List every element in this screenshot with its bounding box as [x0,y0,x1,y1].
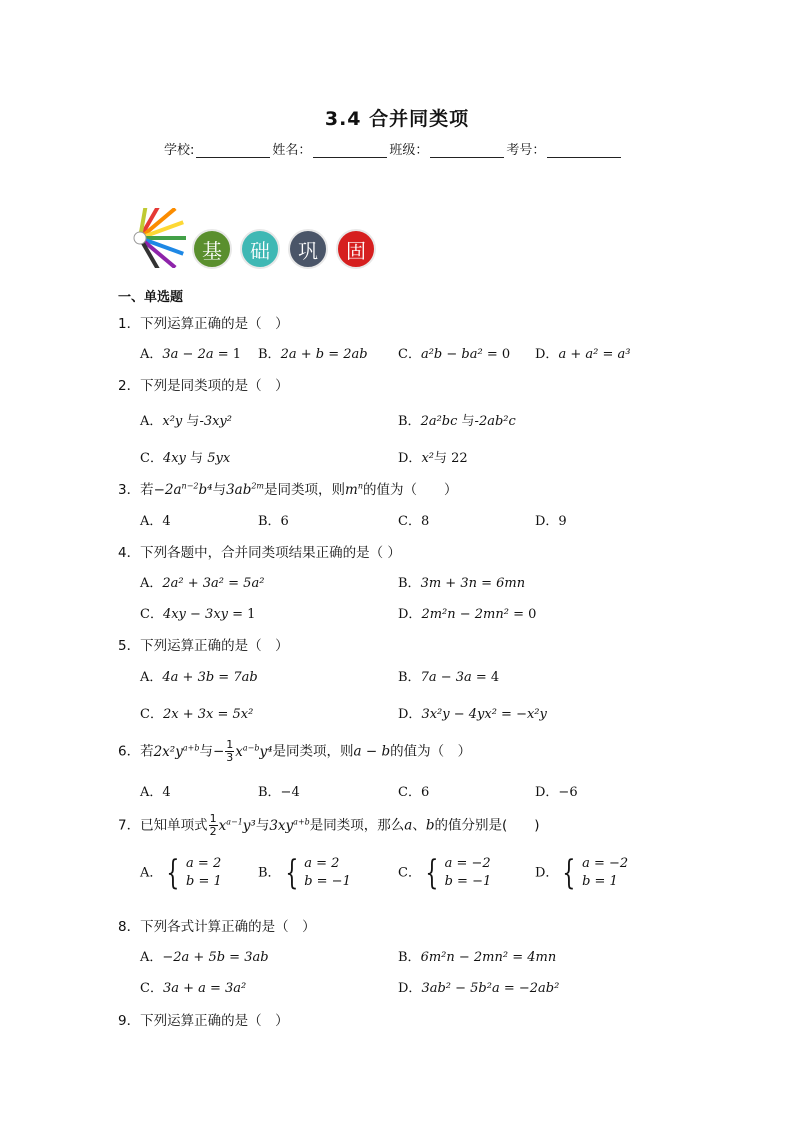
question-9: 9．下列运算正确的是（ ） [118,1013,289,1029]
class-blank [430,143,504,158]
q1-option-a[interactable]: A．3a − 2a = 1 [140,347,242,362]
q7-option-b[interactable]: B． { a = 2 b = −1 [258,853,351,893]
badge-ji: 基 [192,229,232,269]
section-heading: 一、单选题 [118,290,184,305]
q3-option-d[interactable]: D．9 [535,514,567,529]
class-label: 班级： [389,143,429,158]
q4-option-a[interactable]: A．2a² + 3a² = 5a² [140,576,265,591]
q2-option-b[interactable]: B．2a²bc 与-2ab²c [398,414,516,429]
q6-option-b[interactable]: B．−4 [258,785,300,800]
number-label: 考号： [506,143,546,158]
q3-option-a[interactable]: A．4 [140,514,171,529]
page-title: 3.4 合并同类项 [324,108,470,130]
school-blank [196,143,270,158]
q6-option-d[interactable]: D．−6 [535,785,578,800]
question-1: 1．下列运算正确的是（ ） [118,316,289,332]
question-8: 8．下列各式计算正确的是（ ） [118,919,316,935]
question-3: 3．若$-2a^{n-2}b^4$与$3ab^{2m}$是同类项，则$m^n$的值为（ ） [118,481,458,498]
badge-chu: 础 [240,229,280,269]
student-info-line [164,139,623,158]
q5-option-a[interactable]: A．4a + 3b = 7ab [140,670,258,685]
q3-option-c[interactable]: C．8 [398,514,430,529]
name-label: 姓名： [272,143,312,158]
q7-option-a[interactable]: A． { a = 2 b = 1 [140,853,222,893]
school-label: 学校: [164,143,195,158]
q2-option-d[interactable]: D．x²与 22 [398,451,468,466]
q3-option-b[interactable]: B．6 [258,514,289,529]
pencils-fan-icon [128,208,190,268]
question-5: 5．下列运算正确的是（ ） [118,638,289,654]
q6-option-c[interactable]: C．6 [398,785,430,800]
name-blank [313,143,387,158]
badge-gong: 巩 [288,229,328,269]
q8-option-b[interactable]: B．6m²n − 2mn² = 4mn [398,950,557,965]
q2-option-a[interactable]: A．x²y 与-3xy² [140,414,232,429]
q8-option-d[interactable]: D．3ab² − 5b²a = −2ab² [398,981,560,996]
q4-option-c[interactable]: C．4xy − 3xy = 1 [140,607,256,622]
question-4: 4．下列各题中，合并同类项结果正确的是（ ） [118,545,401,561]
section-badges [192,229,376,269]
question-6: 6．若$2x^2y^{a+b}$与− $\frac{1}{3}$ $x^{a-b}y^4$是同类项，则a − b的值为（ ） [118,738,472,764]
q8-option-a[interactable]: A．−2a + 5b = 3ab [140,950,269,965]
q7-option-d[interactable]: D． { a = −2 b = 1 [535,853,629,893]
q4-option-b[interactable]: B．3m + 3n = 6mn [398,576,526,591]
number-blank [547,143,621,158]
q2-option-c[interactable]: C．4xy 与 5yx [140,451,231,466]
q1-option-d[interactable]: D．a + a² = a³ [535,347,631,362]
question-7: 7．已知单项式 $\frac{1}{2}$ $x^{a-1}y^3$与$3xy^{a+b}$是同类项，那么a、b的值分别是( ) [118,812,540,838]
q4-option-d[interactable]: D．2m²n − 2mn² = 0 [398,607,537,622]
q8-option-c[interactable]: C．3a + a = 3a² [140,981,247,996]
q6-option-a[interactable]: A．4 [140,785,171,800]
q1-option-b[interactable]: B．2a + b = 2ab [258,347,368,362]
badge-gu: 固 [336,229,376,269]
question-2: 2．下列是同类项的是（ ） [118,378,289,394]
q5-option-c[interactable]: C．2x + 3x = 5x² [140,707,254,722]
q5-option-d[interactable]: D．3x²y − 4yx² = −x²y [398,707,547,722]
q5-option-b[interactable]: B．7a − 3a = 4 [398,670,500,685]
q7-option-c[interactable]: C． { a = −2 b = −1 [398,853,492,893]
q1-option-c[interactable]: C．a²b − ba² = 0 [398,347,511,362]
